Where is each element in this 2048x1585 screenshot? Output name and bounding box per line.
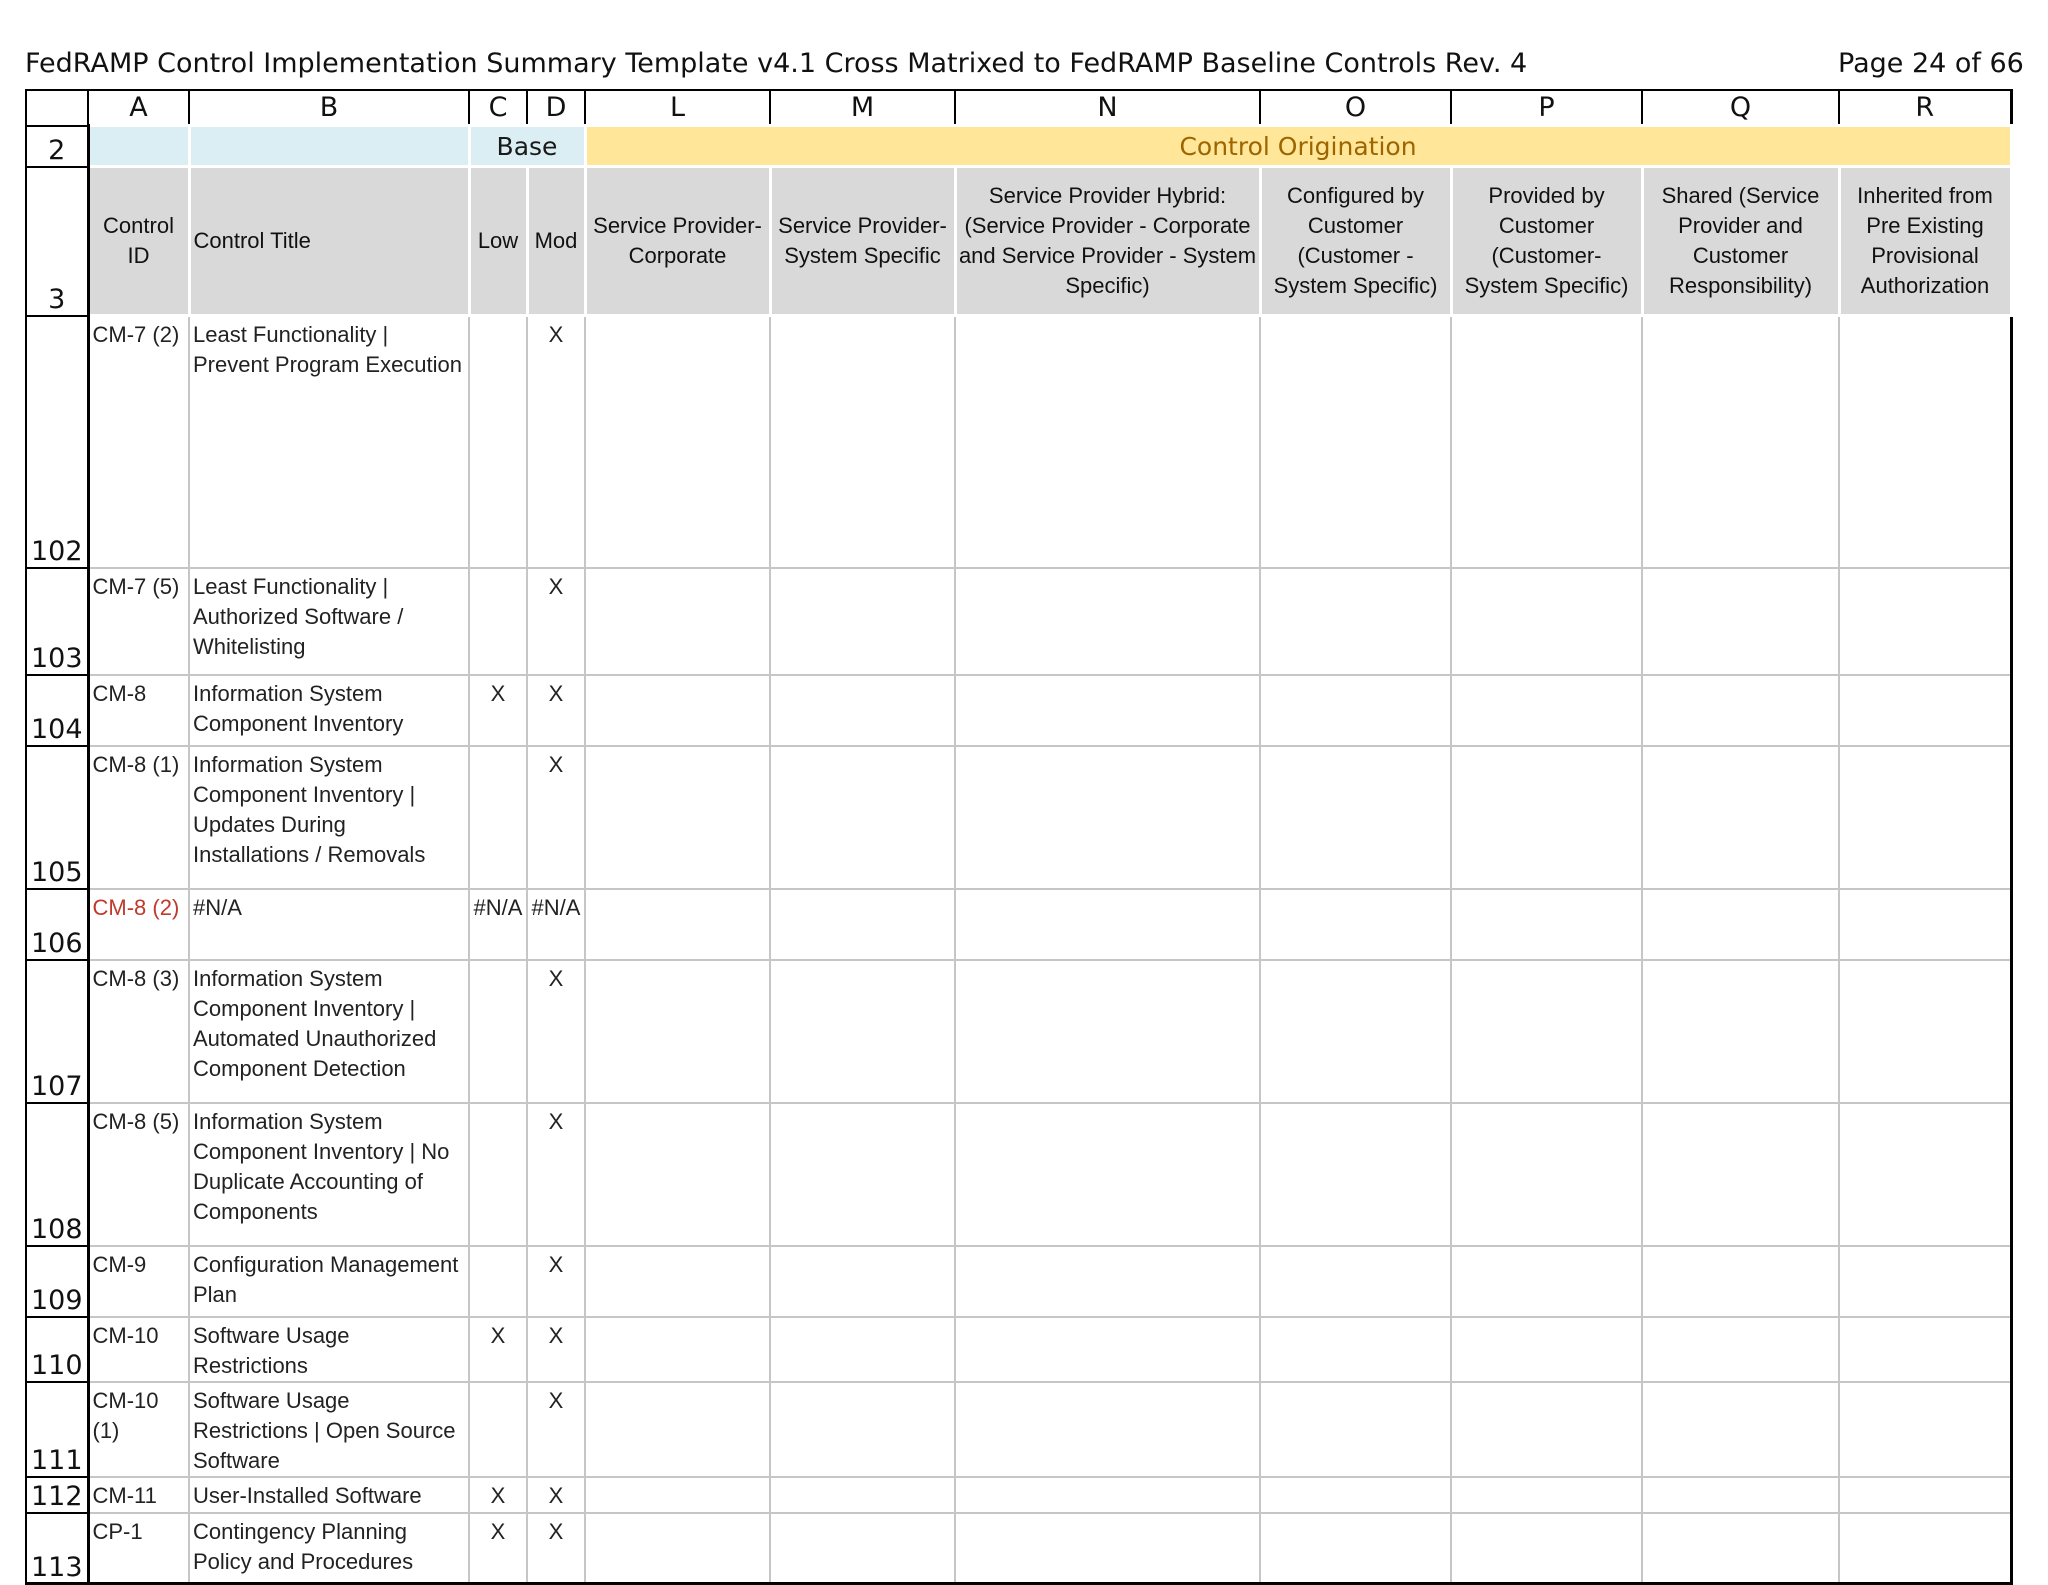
control-id-cell[interactable]: CM-8 (1) — [88, 746, 189, 889]
row-number[interactable]: 107 — [26, 960, 88, 1103]
origination-cell[interactable] — [1839, 1477, 2011, 1513]
low-cell[interactable] — [469, 1246, 527, 1317]
origination-cell[interactable] — [1642, 568, 1839, 675]
origination-header-o[interactable]: Configured by Customer (Customer - System Specific) — [1260, 167, 1451, 316]
origination-header-l[interactable]: Service Provider-Corporate — [585, 167, 770, 316]
group-header-row — [26, 126, 2011, 167]
origination-header-q[interactable]: Shared (Service Provider and Customer Responsibility) — [1642, 167, 1839, 316]
origination-cell[interactable] — [955, 568, 1260, 675]
low-cell[interactable] — [469, 568, 527, 675]
origination-cell[interactable] — [1260, 675, 1451, 746]
column-header-row — [26, 90, 2011, 126]
control-title-cell[interactable]: Information System Component Inventory — [189, 675, 469, 746]
low-cell[interactable]: X — [469, 1513, 527, 1584]
row-number[interactable]: 109 — [26, 1246, 88, 1317]
control-id-cell[interactable]: CM-8 (2) — [88, 889, 189, 960]
column-header-a[interactable]: A — [88, 90, 189, 126]
origination-cell[interactable] — [1839, 1317, 2011, 1382]
title-header-row — [26, 167, 2011, 316]
mod-cell[interactable]: X — [527, 1513, 585, 1584]
table-row — [26, 1382, 2011, 1477]
origination-cell[interactable] — [1451, 675, 1642, 746]
control-title-cell[interactable]: Information System Component Inventory | No Duplicate Accounting of Components — [189, 1103, 469, 1246]
row-number[interactable]: 105 — [26, 746, 88, 889]
column-header-r[interactable]: R — [1839, 90, 2011, 126]
origination-cell[interactable] — [1642, 1103, 1839, 1246]
table-row — [26, 960, 2011, 1103]
mod-cell[interactable]: X — [527, 960, 585, 1103]
origination-header-p[interactable]: Provided by Customer (Customer- System Specific) — [1451, 167, 1642, 316]
column-header-l[interactable]: L — [585, 90, 770, 126]
mod-cell[interactable]: X — [527, 675, 585, 746]
control-id-cell[interactable]: CM-7 (2) — [88, 316, 189, 568]
control-id-cell[interactable]: CM-9 — [88, 1246, 189, 1317]
control-id-cell[interactable]: CM-11 — [88, 1477, 189, 1513]
origination-cell[interactable] — [1260, 1477, 1451, 1513]
mod-cell[interactable]: X — [527, 1382, 585, 1477]
origination-cell[interactable] — [585, 1103, 770, 1246]
low-cell[interactable] — [469, 1103, 527, 1246]
row-number[interactable]: 112 — [26, 1477, 88, 1513]
origination-cell[interactable] — [1839, 568, 2011, 675]
control-title-cell[interactable]: Software Usage Restrictions — [189, 1317, 469, 1382]
origination-cell[interactable] — [1642, 1513, 1839, 1584]
table-row — [26, 1513, 2011, 1584]
origination-cell[interactable] — [585, 1382, 770, 1477]
origination-cell[interactable] — [1260, 568, 1451, 675]
control-title-cell[interactable]: Least Functionality | Prevent Program Execution — [189, 316, 469, 568]
column-header-d[interactable]: D — [527, 90, 585, 126]
origination-cell[interactable] — [585, 889, 770, 960]
column-header-n[interactable]: N — [955, 90, 1260, 126]
origination-cell[interactable] — [585, 1513, 770, 1584]
row-number[interactable]: 110 — [26, 1317, 88, 1382]
origination-cell[interactable] — [585, 1317, 770, 1382]
control-title-cell[interactable]: Software Usage Restrictions | Open Source Software — [189, 1382, 469, 1477]
row-number[interactable]: 2 — [26, 126, 88, 167]
control-title-cell[interactable]: Information System Component Inventory | Updates During Installations / Removals — [189, 746, 469, 889]
table-row — [26, 889, 2011, 960]
origination-cell[interactable] — [955, 746, 1260, 889]
origination-cell[interactable] — [1642, 1317, 1839, 1382]
control-id-header[interactable]: Control ID — [88, 167, 189, 316]
column-header-m[interactable]: M — [770, 90, 955, 126]
origination-cell[interactable] — [1839, 889, 2011, 960]
origination-cell[interactable] — [770, 960, 955, 1103]
origination-cell[interactable] — [955, 675, 1260, 746]
origination-cell[interactable] — [1839, 675, 2011, 746]
low-cell[interactable]: X — [469, 675, 527, 746]
group-blank-cell[interactable] — [88, 126, 189, 167]
origination-cell[interactable] — [585, 960, 770, 1103]
table-row — [26, 675, 2011, 746]
base-group-header[interactable]: Base — [469, 126, 585, 167]
control-title-cell[interactable]: User-Installed Software — [189, 1477, 469, 1513]
origination-cell[interactable] — [585, 675, 770, 746]
origination-cell[interactable] — [1839, 746, 2011, 889]
low-cell[interactable] — [469, 1382, 527, 1477]
origination-cell[interactable] — [770, 1246, 955, 1317]
low-cell[interactable] — [469, 960, 527, 1103]
origination-cell[interactable] — [1839, 316, 2011, 568]
row-number[interactable]: 111 — [26, 1382, 88, 1477]
origination-cell[interactable] — [770, 568, 955, 675]
mod-cell[interactable]: X — [527, 746, 585, 889]
origination-cell[interactable] — [770, 1513, 955, 1584]
origination-cell[interactable] — [585, 1477, 770, 1513]
control-id-cell[interactable]: CM-8 — [88, 675, 189, 746]
origination-cell[interactable] — [955, 960, 1260, 1103]
table-row — [26, 568, 2011, 675]
mod-cell[interactable]: X — [527, 568, 585, 675]
origination-header-r[interactable]: Inherited from Pre Existing Provisional Authorization — [1839, 167, 2011, 316]
row-number[interactable]: 108 — [26, 1103, 88, 1246]
origination-cell[interactable] — [1451, 1103, 1642, 1246]
origination-cell[interactable] — [1451, 889, 1642, 960]
origination-cell[interactable] — [1451, 568, 1642, 675]
column-header-c[interactable]: C — [469, 90, 527, 126]
origination-cell[interactable] — [1451, 1246, 1642, 1317]
low-cell[interactable]: X — [469, 1317, 527, 1382]
mod-header[interactable]: Mod — [527, 167, 585, 316]
page-title: FedRAMP Control Implementation Summary Template v4.1 Cross Matrixed to FedRAMP Baseline Controls Rev. 4 — [25, 48, 1528, 79]
column-header-b[interactable]: B — [189, 90, 469, 126]
origination-cell[interactable] — [770, 746, 955, 889]
control-id-cell[interactable]: CM-8 (5) — [88, 1103, 189, 1246]
table-row — [26, 746, 2011, 889]
mod-cell[interactable]: X — [527, 1477, 585, 1513]
origination-cell[interactable] — [1260, 746, 1451, 889]
row-number[interactable]: 3 — [26, 167, 88, 316]
control-title-cell[interactable]: Contingency Planning Policy and Procedures — [189, 1513, 469, 1584]
row-number[interactable]: 103 — [26, 568, 88, 675]
origination-cell[interactable] — [955, 1246, 1260, 1317]
control-title-cell[interactable]: Information System Component Inventory | Automated Unauthorized Component Detection — [189, 960, 469, 1103]
origination-cell[interactable] — [1642, 960, 1839, 1103]
origination-cell[interactable] — [955, 1382, 1260, 1477]
origination-cell[interactable] — [770, 1317, 955, 1382]
origination-cell[interactable] — [585, 568, 770, 675]
origination-cell[interactable] — [1642, 1246, 1839, 1317]
origination-header-m[interactable]: Service Provider-System Specific — [770, 167, 955, 316]
origination-cell[interactable] — [955, 1317, 1260, 1382]
origination-cell[interactable] — [1451, 1513, 1642, 1584]
table-body — [26, 316, 2011, 1584]
column-header-p[interactable]: P — [1451, 90, 1642, 126]
mod-cell[interactable]: X — [527, 316, 585, 568]
origination-cell[interactable] — [1260, 889, 1451, 960]
origination-cell[interactable] — [1839, 1382, 2011, 1477]
origination-cell[interactable] — [1839, 1513, 2011, 1584]
origination-cell[interactable] — [1839, 1103, 2011, 1246]
control-summary-table — [25, 89, 2013, 1585]
control-id-cell[interactable]: CM-8 (3) — [88, 960, 189, 1103]
origination-cell[interactable] — [1451, 746, 1642, 889]
origination-cell[interactable] — [1260, 1103, 1451, 1246]
origination-cell[interactable] — [955, 1477, 1260, 1513]
origination-cell[interactable] — [1260, 316, 1451, 568]
origination-cell[interactable] — [585, 746, 770, 889]
row-number[interactable]: 113 — [26, 1513, 88, 1584]
origination-cell[interactable] — [585, 1246, 770, 1317]
origination-header-n[interactable]: Service Provider Hybrid: (Service Provider - Corporate and Service Provider - System Specific) — [955, 167, 1260, 316]
low-cell[interactable]: X — [469, 1477, 527, 1513]
table-row — [26, 1317, 2011, 1382]
table-row — [26, 1103, 2011, 1246]
origination-cell[interactable] — [1260, 1246, 1451, 1317]
origination-cell[interactable] — [585, 316, 770, 568]
page-number: Page 24 of 66 — [1838, 48, 2024, 79]
control-origination-group-header[interactable]: Control Origination — [585, 126, 2011, 167]
low-header[interactable]: Low — [469, 167, 527, 316]
table-row — [26, 1246, 2011, 1317]
origination-cell[interactable] — [1451, 960, 1642, 1103]
origination-cell[interactable] — [1642, 889, 1839, 960]
low-cell[interactable] — [469, 316, 527, 568]
low-cell[interactable]: #N/A — [469, 889, 527, 960]
mod-cell[interactable]: X — [527, 1246, 585, 1317]
mod-cell[interactable]: X — [527, 1103, 585, 1246]
group-blank-cell[interactable] — [189, 126, 469, 167]
table-row — [26, 316, 2011, 568]
origination-cell[interactable] — [1451, 1317, 1642, 1382]
origination-cell[interactable] — [1642, 1477, 1839, 1513]
origination-cell[interactable] — [1642, 1382, 1839, 1477]
control-id-cell[interactable]: CM-10 — [88, 1317, 189, 1382]
origination-cell[interactable] — [955, 1103, 1260, 1246]
control-id-cell[interactable]: CP-1 — [88, 1513, 189, 1584]
origination-cell[interactable] — [770, 1382, 955, 1477]
origination-cell[interactable] — [1451, 316, 1642, 568]
row-number[interactable]: 102 — [26, 316, 88, 568]
origination-cell[interactable] — [1260, 1382, 1451, 1477]
origination-cell[interactable] — [1642, 746, 1839, 889]
control-title-cell[interactable]: Configuration Management Plan — [189, 1246, 469, 1317]
origination-cell[interactable] — [770, 889, 955, 960]
low-cell[interactable] — [469, 746, 527, 889]
control-title-header[interactable]: Control Title — [189, 167, 469, 316]
control-title-cell[interactable]: #N/A — [189, 889, 469, 960]
column-header-q[interactable]: Q — [1642, 90, 1839, 126]
control-id-cell[interactable]: CM-7 (5) — [88, 568, 189, 675]
origination-cell[interactable] — [1451, 1382, 1642, 1477]
origination-cell[interactable] — [955, 316, 1260, 568]
origination-cell[interactable] — [770, 1103, 955, 1246]
origination-cell[interactable] — [770, 675, 955, 746]
corner-cell — [26, 90, 88, 126]
origination-cell[interactable] — [1260, 1317, 1451, 1382]
origination-cell[interactable] — [770, 1477, 955, 1513]
origination-cell[interactable] — [955, 889, 1260, 960]
origination-cell[interactable] — [770, 316, 955, 568]
table-row — [26, 1477, 2011, 1513]
row-number[interactable]: 106 — [26, 889, 88, 960]
row-number[interactable]: 104 — [26, 675, 88, 746]
origination-cell[interactable] — [1642, 675, 1839, 746]
origination-cell[interactable] — [1642, 316, 1839, 568]
mod-cell[interactable]: #N/A — [527, 889, 585, 960]
control-title-cell[interactable]: Least Functionality | Authorized Software / Whitelisting — [189, 568, 469, 675]
mod-cell[interactable]: X — [527, 1317, 585, 1382]
origination-cell[interactable] — [1451, 1477, 1642, 1513]
origination-cell[interactable] — [1839, 1246, 2011, 1317]
origination-cell[interactable] — [1260, 960, 1451, 1103]
origination-cell[interactable] — [955, 1513, 1260, 1584]
control-id-cell[interactable]: CM-10 (1) — [88, 1382, 189, 1477]
origination-cell[interactable] — [1839, 960, 2011, 1103]
column-header-o[interactable]: O — [1260, 90, 1451, 126]
origination-cell[interactable] — [1260, 1513, 1451, 1584]
